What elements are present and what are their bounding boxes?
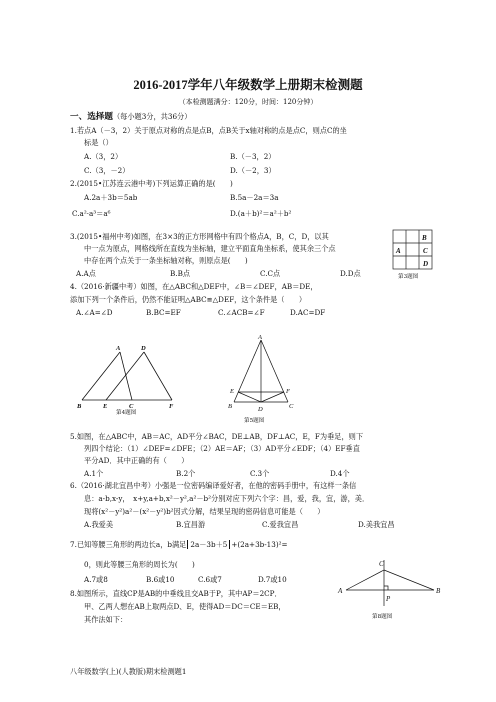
q3-option-d: D.D点	[340, 269, 361, 278]
q6-option-b: B.宜昌游	[176, 520, 206, 529]
q2-stem: 2.(2015•江苏连云港中考)下列运算正确的是( )	[70, 179, 233, 188]
q5-option-c: C.3个	[250, 469, 270, 478]
q2-option-a: A.2a＋3b＝5ab	[84, 193, 138, 202]
q1-option-d: D.（－2，3）	[230, 166, 276, 175]
q4-label-d: D	[141, 345, 146, 352]
q3-label-a: A	[396, 247, 401, 255]
q5-triangle-figure	[226, 334, 298, 420]
q7-option-c: C.6或7	[198, 575, 222, 584]
q2-option-b: B.5a－2a＝3a	[230, 193, 279, 202]
q8-figure	[334, 556, 446, 610]
q1-option-a: A.（3，2）	[84, 152, 123, 161]
q4-option-c: C.∠ACB=∠F	[218, 308, 265, 317]
q3-line1: 3.(2015•福州中考)如图，在3×3的正方形网格中有四个格点A，B，C，D，以其	[70, 232, 329, 241]
q7-tail: +(2a+3b-13)²=	[231, 540, 288, 549]
q3-line3: 中存在两个点关于一条坐标轴对称，则原点是( )	[84, 256, 248, 265]
q7-option-d: D.7或10	[258, 575, 287, 584]
q7-option-b: B.6或10	[146, 575, 175, 584]
q6-option-c: C.爱我宜昌	[262, 520, 299, 529]
q5-option-b: B.2个	[176, 469, 196, 478]
q4-triangles-figure	[74, 342, 186, 420]
q8-line2: 甲、乙两人想在AB上取两点D、E，使得AD＝DC＝CE＝EB，	[84, 602, 286, 611]
page-title: 2016-2017学年八年级数学上册期末检测题	[133, 78, 363, 92]
q7-line2: 0，则此等腰三角形的周长为( )	[84, 560, 195, 569]
section-note: （每小题3分，共36分）	[112, 112, 192, 121]
q5-figure-caption: 第5题图	[244, 418, 265, 424]
q5-label-b: B	[228, 403, 232, 410]
q8-label-p: P	[386, 595, 391, 603]
q5-line3: 平分AD．其中正确的有（ ）	[84, 456, 189, 465]
q6-option-a: A.我爱美	[84, 520, 114, 529]
q6-line2: 息：a-b,x-y， x+y,a+b,x²－y²,a²－b²分别对应下列六个字：昌，爱，我，宜，游，美．	[84, 494, 370, 503]
q7-line1	[70, 540, 288, 549]
q4-line2: 添加下列一个条件后，仍然不能证明△ABC≌△DEF，这个条件是（ ）	[70, 295, 307, 304]
q3-label-b: B	[422, 234, 427, 242]
q6-line1: 6.（2016·湖北宜昌中考）小强是一位密码编译爱好者，在他的密码手册中，有这样一条信	[70, 481, 357, 490]
section-title: 一、选择题	[70, 112, 113, 122]
q2-option-d: D.(a＋b)²＝a²＋b²	[230, 209, 292, 218]
q4-option-a: A.∠A=∠D	[76, 308, 113, 317]
q5-label-a: A	[258, 334, 262, 341]
q6-option-d: D.美我宜昌	[358, 520, 395, 529]
q7-abs-expression: 2a－3b＋5	[187, 540, 230, 549]
q3-label-c: C	[423, 247, 428, 255]
q5-option-a: A.1个	[84, 469, 104, 478]
q4-label-f: F	[169, 403, 174, 410]
q8-line1: 8.如图所示，直线CP是AB的中垂线且交AB于P，其中AP＝2CP．	[70, 589, 282, 598]
q4-figure-caption: 第4题图	[116, 410, 137, 416]
section-heading	[70, 112, 191, 123]
q5-label-f: F	[286, 388, 290, 395]
q5-label-e: E	[230, 388, 234, 395]
page-subtitle: （本检测题满分：120分，时间：120分钟）	[178, 98, 318, 106]
q5-option-d: D.4个	[330, 469, 350, 478]
q2-option-c: C.a²·a³＝a⁶	[72, 209, 111, 218]
q8-figure-caption: 第8题图	[372, 614, 393, 620]
q8-line3: 其作法如下：	[84, 615, 128, 624]
q5-label-c: C	[289, 403, 294, 410]
q3-option-b: B.B点	[170, 269, 191, 278]
q1-line2: 标是（）	[84, 138, 113, 147]
q6-line3: 现将(x²－y²)a²－(x²－y²)b²因式分解，结果呈现的密码信息可能是（ ）	[84, 507, 325, 516]
q8-label-a: A	[338, 587, 343, 595]
q4-line1: 4.（2016·新疆中考）如图，在△ABC和△DEF中，∠B＝∠DEF，AB＝DE，	[70, 282, 318, 291]
q8-label-c: C	[379, 560, 384, 568]
q1-option-c: C.（3，－2）	[84, 166, 130, 175]
q5-label-d: D	[258, 406, 263, 413]
q3-label-d: D	[423, 260, 429, 268]
q4-label-c: C	[129, 403, 134, 410]
q3-line2: 中一点为原点，网格线所在直线为坐标轴，建立平面直角坐标系，使其余三个点	[84, 244, 336, 253]
q4-option-b: B.BC=EF	[146, 308, 181, 317]
page-footer: 八年级数学(上)(人教版)期末检测题1	[70, 667, 187, 676]
q7-stem: 7.已知等腰三角形的两边长a，b满足	[70, 540, 187, 549]
q3-figure-caption: 第3题图	[398, 274, 419, 280]
q8-label-b: B	[436, 587, 441, 595]
q4-label-b: B	[77, 403, 82, 410]
q1-line1: 1.若点A（－3，2）关于原点对称的点是点B，点B关于x轴对称的点是点C，则点C的坐	[70, 126, 347, 135]
q4-label-e: E	[103, 403, 108, 410]
q4-option-d: D.AC=DF	[290, 308, 326, 317]
q3-grid-figure	[392, 229, 434, 271]
q5-line1: 5.如图，在△ABC中，AB＝AC，AD平分∠BAC，DE⊥AB，DF⊥AC，E，F为垂足，则下	[70, 432, 364, 441]
q4-label-a: A	[116, 345, 121, 352]
q7-option-a: A.7或8	[84, 575, 108, 584]
q5-line2: 列四个结论：（1）∠DEF=∠DFE；（2）AE＝AF；（3）AD平分∠EDF；（4）EF垂直	[84, 444, 360, 453]
q3-option-c: C.C点	[260, 269, 281, 278]
q1-option-b: B.（－3，2）	[230, 152, 276, 161]
q3-option-a: A.A点	[76, 269, 96, 278]
